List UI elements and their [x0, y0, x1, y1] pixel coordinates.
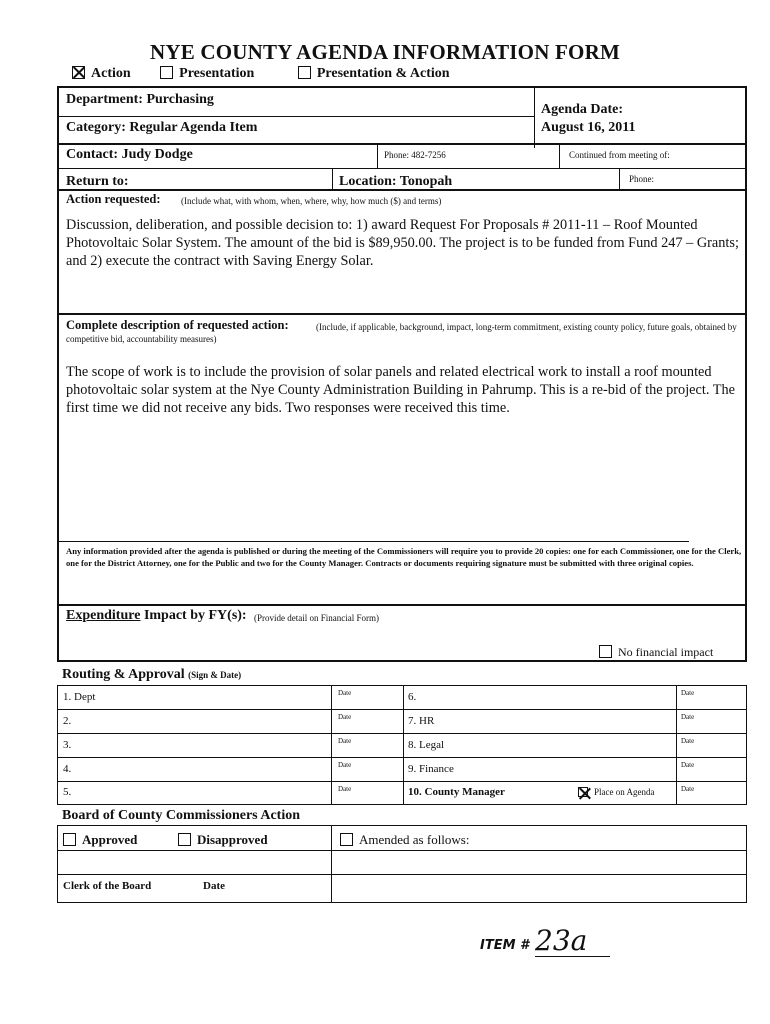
checkbox-icon[interactable] [340, 833, 353, 846]
clerk-of-board-label: Clerk of the Board [63, 880, 152, 892]
disapproved-option[interactable]: Disapproved [178, 832, 268, 848]
routing-table [57, 685, 747, 805]
complete-description-label: Complete description of requested action: [66, 318, 289, 332]
date-label: Date [338, 785, 352, 793]
date-label: Date [681, 761, 695, 769]
checked-box-icon[interactable] [72, 66, 85, 79]
checkbox-icon[interactable] [178, 833, 191, 846]
copies-notice: Any information provided after the agenda is published or during the meeting of the Commissioners will require you to provide 20 copies: one for each Commissioner, one for the Clerk, one for the District Attorney, one for the Public and two for the County Manager. Contracts or documents requiring signature must be submitted with three original copies. [66, 546, 742, 568]
routing-step-4: 4. [63, 763, 72, 775]
routing-step-5: 5. [63, 786, 72, 798]
board-action-label: Board of County Commissioners Action [62, 808, 301, 823]
checkbox-icon[interactable] [599, 645, 612, 658]
form-title: NYE COUNTY AGENDA INFORMATION FORM [150, 40, 620, 64]
action-requested-text: Discussion, deliberation, and possible decision to: 1) award Request For Proposals # 2011-11 – Roof Mounted Photovoltaic Solar System. The amount of the bid is $89,950.00. The project is to be funded from Fund 247 – Grants; and 2) execute the contract with Saving Energy Solar. [66, 217, 739, 269]
date-label: Date [681, 713, 695, 721]
checkbox-icon[interactable] [160, 66, 173, 79]
amended-option[interactable]: Amended as follows: [340, 832, 469, 848]
option-presentation-action[interactable]: Presentation & Action [298, 66, 450, 81]
date-label: Date [338, 689, 352, 697]
main-form-frame [57, 86, 747, 662]
routing-step-9: 9. Finance [408, 763, 454, 775]
routing-step-10: 10. County Manager [408, 786, 505, 798]
checked-box-icon[interactable] [578, 787, 588, 797]
return-to-field: Return to: [66, 174, 129, 189]
agenda-date-value: August 16, 2011 [541, 120, 636, 135]
routing-step-3: 3. [63, 739, 72, 751]
complete-description-hint: (Include, if applicable, background, impact, long-term commitment, existing county policy, future goals, obtained by competitive bid, accountability measures) [66, 322, 737, 344]
board-action-table [57, 825, 747, 903]
date-label: Date [681, 785, 695, 793]
date-label: Date [338, 761, 352, 769]
item-number: 23a [535, 926, 610, 957]
place-on-agenda-option[interactable]: Place on Agenda [578, 787, 654, 797]
phone-field: Phone: 482-7256 [384, 150, 446, 160]
expenditure-hint: (Provide detail on Financial Form) [254, 613, 379, 623]
date-label: Date [338, 713, 352, 721]
action-requested-label: Action requested: [66, 192, 161, 206]
option-presentation[interactable]: Presentation [160, 66, 254, 81]
clerk-date-label: Date [203, 880, 225, 892]
continued-from-meeting: Continued from meeting of: [569, 150, 670, 160]
phone-field-2: Phone: [629, 174, 655, 184]
routing-step-8: 8. Legal [408, 739, 445, 751]
item-label: ITEM # [480, 938, 530, 953]
routing-step-1: 1. Dept [63, 691, 96, 703]
routing-step-6: 6. [408, 691, 417, 703]
agenda-type-options [72, 66, 476, 82]
action-requested-hint: (Include what, with whom, when, where, why, how much ($) and terms) [181, 196, 442, 206]
checkbox-icon[interactable] [298, 66, 311, 79]
contact-field: Contact: Judy Dodge [66, 147, 193, 162]
date-label: Date [681, 689, 695, 697]
expenditure-label: Expenditure Impact by FY(s): [66, 608, 247, 623]
department-field: Department: Purchasing [66, 92, 214, 107]
approved-option[interactable]: Approved [63, 832, 137, 848]
date-label: Date [338, 737, 352, 745]
routing-step-7: 7. HR [408, 715, 435, 727]
complete-description-text: The scope of work is to include the provision of solar panels and related electrical work to install a roof mounted photovoltaic solar system at the Nye County Administration Building in Pahrump. This is a re-bid of the project. The first time we did not receive any bids. Two responses were received this time. [66, 364, 735, 416]
category-field: Category: Regular Agenda Item [66, 120, 258, 135]
date-label: Date [681, 737, 695, 745]
location-field: Location: Tonopah [339, 174, 453, 189]
checkbox-icon[interactable] [63, 833, 76, 846]
option-action[interactable]: Action [72, 66, 131, 81]
agenda-date-label: Agenda Date: [541, 102, 624, 117]
routing-approval-label: Routing & Approval (Sign & Date) [62, 667, 242, 682]
routing-step-2: 2. [63, 715, 72, 727]
no-financial-impact-option[interactable]: No financial impact [599, 645, 713, 660]
